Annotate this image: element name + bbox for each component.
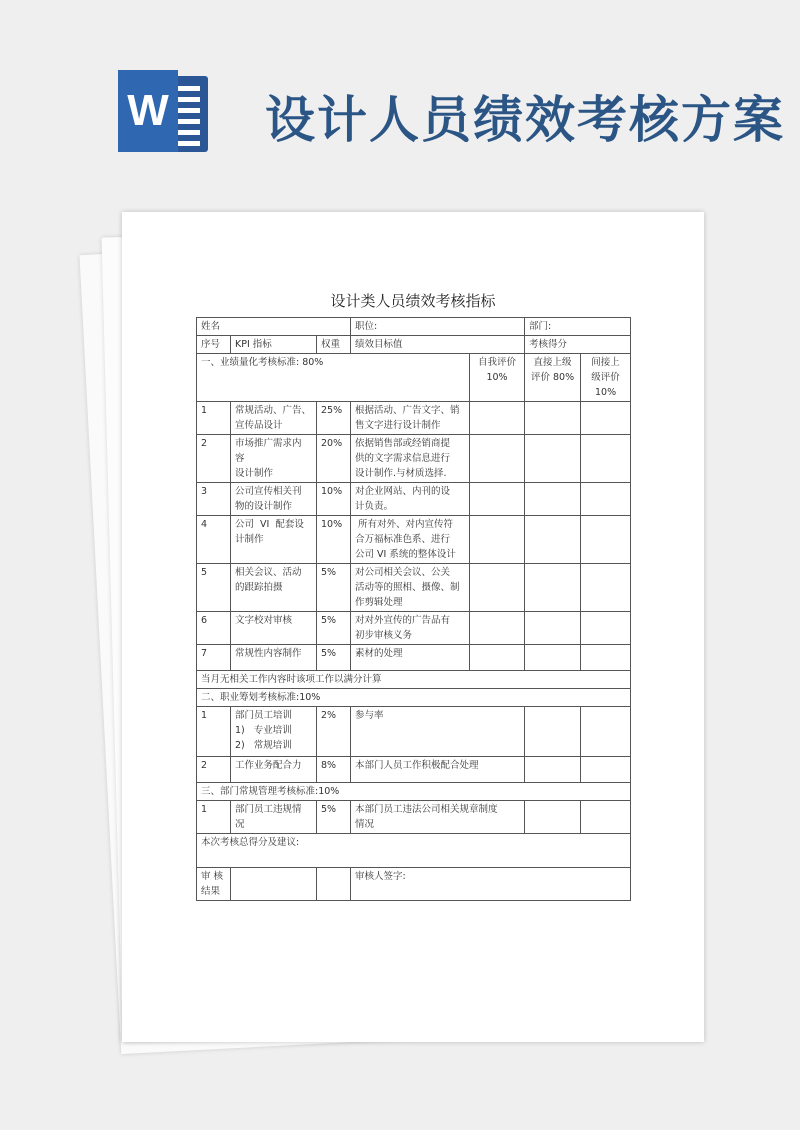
row-kpi bbox=[231, 516, 317, 564]
target-line: 对企业网站、内刊的设 bbox=[355, 486, 451, 497]
row-target bbox=[351, 801, 525, 834]
row-weight: 25% bbox=[317, 402, 351, 435]
direct-eval-weight: 评价 80% bbox=[530, 372, 575, 383]
score-cell bbox=[470, 564, 525, 612]
row-no: 5 bbox=[197, 564, 231, 612]
table-row bbox=[197, 757, 631, 783]
result-cell bbox=[231, 868, 317, 901]
target-line: 情况 bbox=[355, 819, 375, 830]
table-row bbox=[197, 483, 631, 516]
kpi-line: 公司 VI 配套设 bbox=[235, 519, 304, 530]
row-target bbox=[351, 435, 470, 483]
summary-row bbox=[197, 834, 631, 868]
header-score: 考核得分 bbox=[525, 336, 631, 354]
row-no: 1 bbox=[197, 402, 231, 435]
section-1-row bbox=[197, 354, 631, 402]
summary-label: 本次考核总得分及建议: bbox=[197, 834, 631, 868]
score-cell bbox=[525, 402, 581, 435]
kpi-line: 计制作 bbox=[235, 534, 264, 545]
score-cell bbox=[581, 516, 631, 564]
target-line: 素材的处理 bbox=[355, 648, 403, 659]
target-line: 根据活动、广告文字、销 bbox=[355, 405, 460, 416]
direct-eval-label: 直接上级 bbox=[533, 357, 572, 368]
row-kpi bbox=[231, 435, 317, 483]
score-cell bbox=[525, 483, 581, 516]
score-cell bbox=[581, 435, 631, 483]
kpi-line: 1) 专业培训 bbox=[235, 725, 292, 736]
section-2-row bbox=[197, 689, 631, 707]
row-weight: 2% bbox=[317, 707, 351, 757]
word-document-icon bbox=[118, 70, 210, 152]
note-text: 当月无相关工作内容时该项工作以满分计算 bbox=[197, 671, 631, 689]
table-row bbox=[197, 645, 631, 671]
score-cell bbox=[470, 645, 525, 671]
banner-title: 设计人员绩效考核方案 bbox=[265, 90, 785, 149]
result-line: 审 核 bbox=[201, 871, 224, 882]
target-line: 供的文字需求信息进行 bbox=[355, 453, 451, 464]
row-no: 6 bbox=[197, 612, 231, 645]
target-line: 作剪辑处理 bbox=[355, 597, 403, 608]
column-header-row bbox=[197, 336, 631, 354]
score-cell bbox=[581, 612, 631, 645]
kpi-line: 的跟踪拍摄 bbox=[235, 582, 283, 593]
row-weight: 5% bbox=[317, 564, 351, 612]
score-cell bbox=[581, 645, 631, 671]
info-row bbox=[197, 318, 631, 336]
score-cell bbox=[525, 707, 581, 757]
table-row bbox=[197, 516, 631, 564]
row-no: 1 bbox=[197, 801, 231, 834]
kpi-table bbox=[196, 317, 631, 901]
kpi-line: 物的设计制作 bbox=[235, 501, 293, 512]
row-weight: 5% bbox=[317, 612, 351, 645]
signer-label: 审核人签字: bbox=[351, 868, 631, 901]
table-row bbox=[197, 435, 631, 483]
score-cell bbox=[470, 483, 525, 516]
row-weight: 20% bbox=[317, 435, 351, 483]
indirect-eval-weight: 10% bbox=[594, 387, 617, 398]
table-row bbox=[197, 564, 631, 612]
target-line: 售文字进行设计制作 bbox=[355, 420, 441, 431]
kpi-line: 相关会议、活动 bbox=[235, 567, 302, 578]
row-kpi bbox=[231, 645, 317, 671]
target-line: 所有对外、对内宣传符 bbox=[355, 519, 454, 530]
row-target bbox=[351, 516, 470, 564]
score-cell bbox=[581, 564, 631, 612]
target-line: 对对外宣传的广告品有 bbox=[355, 615, 451, 626]
kpi-line: 2) 常规培训 bbox=[235, 740, 292, 751]
target-line: 本部门人员工作积极配合处理 bbox=[355, 760, 479, 771]
header-kpi: KPI 指标 bbox=[231, 336, 317, 354]
section-1-label: 一、业绩量化考核标准: 80% bbox=[197, 354, 470, 402]
score-cell bbox=[470, 435, 525, 483]
result-line: 结果 bbox=[201, 886, 221, 897]
row-weight: 8% bbox=[317, 757, 351, 783]
score-cell bbox=[525, 435, 581, 483]
row-no: 4 bbox=[197, 516, 231, 564]
target-line: 公司 VI 系统的整体设计 bbox=[355, 549, 456, 560]
score-cell bbox=[581, 483, 631, 516]
row-no: 2 bbox=[197, 435, 231, 483]
row-kpi bbox=[231, 801, 317, 834]
target-line: 本部门员工违法公司相关规章制度 bbox=[355, 804, 498, 815]
row-no: 3 bbox=[197, 483, 231, 516]
row-kpi bbox=[231, 483, 317, 516]
table-row bbox=[197, 612, 631, 645]
score-cell bbox=[581, 402, 631, 435]
document-page bbox=[122, 212, 704, 1042]
document-title: 设计类人员绩效考核指标 bbox=[330, 292, 496, 310]
score-cell bbox=[525, 757, 581, 783]
row-kpi bbox=[231, 402, 317, 435]
self-eval-label: 自我评价 bbox=[478, 357, 517, 368]
row-no: 1 bbox=[197, 707, 231, 757]
row-no: 2 bbox=[197, 757, 231, 783]
kpi-line: 容 bbox=[235, 453, 245, 464]
score-cell bbox=[525, 801, 581, 834]
table-row bbox=[197, 707, 631, 757]
score-cell bbox=[470, 402, 525, 435]
row-kpi bbox=[231, 612, 317, 645]
row-target bbox=[351, 612, 470, 645]
target-line: 活动等的照相、摄像、制 bbox=[355, 582, 460, 593]
score-cell bbox=[470, 516, 525, 564]
score-cell bbox=[525, 645, 581, 671]
score-cell bbox=[581, 707, 631, 757]
target-line: 初步审核义务 bbox=[355, 630, 413, 641]
kpi-line: 公司宣传相关刊 bbox=[235, 486, 302, 497]
table-row bbox=[197, 801, 631, 834]
kpi-line: 常规性内容制作 bbox=[235, 648, 302, 659]
kpi-line: 况 bbox=[235, 819, 245, 830]
target-line: 参与率 bbox=[355, 710, 384, 721]
target-line: 对公司相关会议、公关 bbox=[355, 567, 451, 578]
row-kpi bbox=[231, 707, 317, 757]
self-eval-cell bbox=[470, 354, 525, 402]
row-target bbox=[351, 402, 470, 435]
kpi-line: 设计制作 bbox=[235, 468, 274, 479]
row-weight: 5% bbox=[317, 645, 351, 671]
target-line: 依据销售部或经销商提 bbox=[355, 438, 451, 449]
word-icon-letter: W bbox=[118, 70, 178, 152]
score-cell bbox=[581, 801, 631, 834]
kpi-line: 宣传品设计 bbox=[235, 420, 283, 431]
score-cell bbox=[470, 612, 525, 645]
kpi-line: 部门员工培训 bbox=[235, 710, 293, 721]
score-cell bbox=[525, 516, 581, 564]
result-label bbox=[197, 868, 231, 901]
kpi-line: 市场推广需求内 bbox=[235, 438, 302, 449]
result-cell bbox=[317, 868, 351, 901]
indirect-eval-label-1: 间接上 bbox=[591, 357, 620, 368]
row-target bbox=[351, 707, 525, 757]
row-target bbox=[351, 757, 525, 783]
indirect-eval-label-2: 级评价 bbox=[591, 372, 620, 383]
banner bbox=[0, 0, 800, 200]
kpi-line: 部门员工违规情 bbox=[235, 804, 302, 815]
section-2-label: 二、职业筹划考核标准:10% bbox=[197, 689, 631, 707]
target-line: 计负责。 bbox=[355, 501, 394, 512]
position-field: 职位: bbox=[351, 318, 525, 336]
kpi-line: 文字校对审核 bbox=[235, 615, 293, 626]
row-weight: 10% bbox=[317, 483, 351, 516]
row-target bbox=[351, 483, 470, 516]
row-weight: 10% bbox=[317, 516, 351, 564]
target-line: 设计制作.与材质选择. bbox=[355, 468, 447, 479]
score-cell bbox=[525, 612, 581, 645]
score-cell bbox=[525, 564, 581, 612]
indirect-eval-cell bbox=[581, 354, 631, 402]
score-cell bbox=[581, 757, 631, 783]
section-3-row bbox=[197, 783, 631, 801]
target-line: 合万福标准色系、进行 bbox=[355, 534, 451, 545]
kpi-line: 工作业务配合力 bbox=[235, 760, 302, 771]
department-field: 部门: bbox=[525, 318, 631, 336]
row-target bbox=[351, 645, 470, 671]
note-row bbox=[197, 671, 631, 689]
header-weight: 权重 bbox=[317, 336, 351, 354]
header-target: 绩效目标值 bbox=[351, 336, 525, 354]
kpi-line: 常规活动、广告、 bbox=[235, 405, 312, 416]
result-row bbox=[197, 868, 631, 901]
direct-eval-cell bbox=[525, 354, 581, 402]
table-row bbox=[197, 402, 631, 435]
header-no: 序号 bbox=[197, 336, 231, 354]
row-target bbox=[351, 564, 470, 612]
row-weight: 5% bbox=[317, 801, 351, 834]
section-3-label: 三、部门常规管理考核标准:10% bbox=[197, 783, 631, 801]
row-no: 7 bbox=[197, 645, 231, 671]
self-eval-weight: 10% bbox=[486, 372, 508, 383]
row-kpi bbox=[231, 564, 317, 612]
row-kpi bbox=[231, 757, 317, 783]
name-field: 姓名 bbox=[197, 318, 351, 336]
